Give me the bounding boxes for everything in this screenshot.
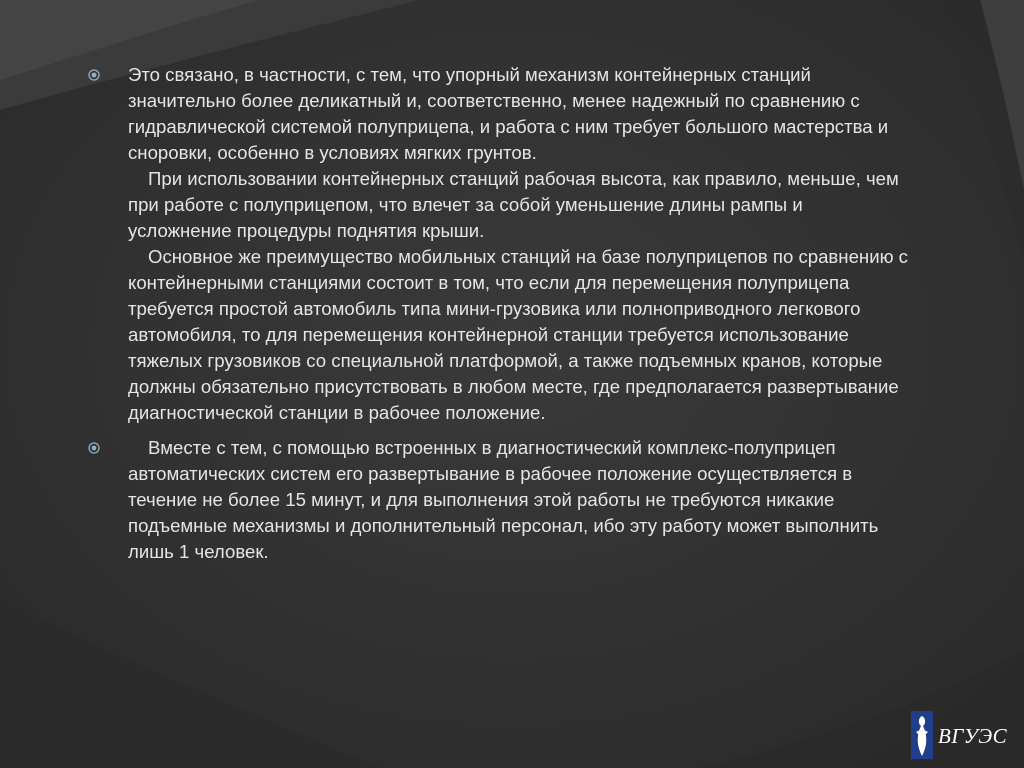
bullet-item — [88, 62, 908, 426]
paragraph: Вместе с тем, с помощью встроенных в диагностический комплекс-полуприцеп автоматических систем его развертывание в рабочее положение осуществляется в течение не более 15 минут, и для выполнения этой работы не требуются никакие подъемные механизмы и дополнительный персонал, ибо эту работу может выполнить лишь 1 человек. — [128, 437, 879, 562]
university-logo — [910, 710, 1014, 760]
circle-bullet-icon — [88, 69, 100, 81]
paragraph: При использовании контейнерных станций рабочая высота, как правило, меньше, чем при работе с полуприцепом, что влечет за собой уменьшение длины рампы и усложнение процедуры поднятия крыши. — [128, 168, 899, 241]
university-emblem-icon — [910, 710, 934, 760]
bullet-item — [88, 435, 908, 565]
paragraph: Основное же преимущество мобильных станций на базе полуприцепов по сравнению с контейнерными станциями состоит в том, что если для перемещения полуприцепа требуется простой автомобиль типа мини-грузовика или полноприводного легкового автомобиля, то для перемещения контейнерной станции требуется использование тяжелых грузовиков со специальной платформой, а также подъемных кранов, которые должны обязательно присутствовать в любом месте, где предполагается развертывание диагностической станции в рабочее положение. — [128, 246, 908, 423]
university-name: ВГУЭС — [938, 724, 1008, 748]
paragraph: Это связано, в частности, с тем, что упорный механизм контейнерных станций значительно более деликатный и, соответственно, менее надежный по сравнению с гидравлической системой полуприцепа, и работа с ним требует большого мастерства и сноровки, особенно в условиях мягких грунтов. — [128, 64, 889, 163]
slide-content — [88, 62, 908, 565]
circle-bullet-icon — [88, 442, 100, 454]
